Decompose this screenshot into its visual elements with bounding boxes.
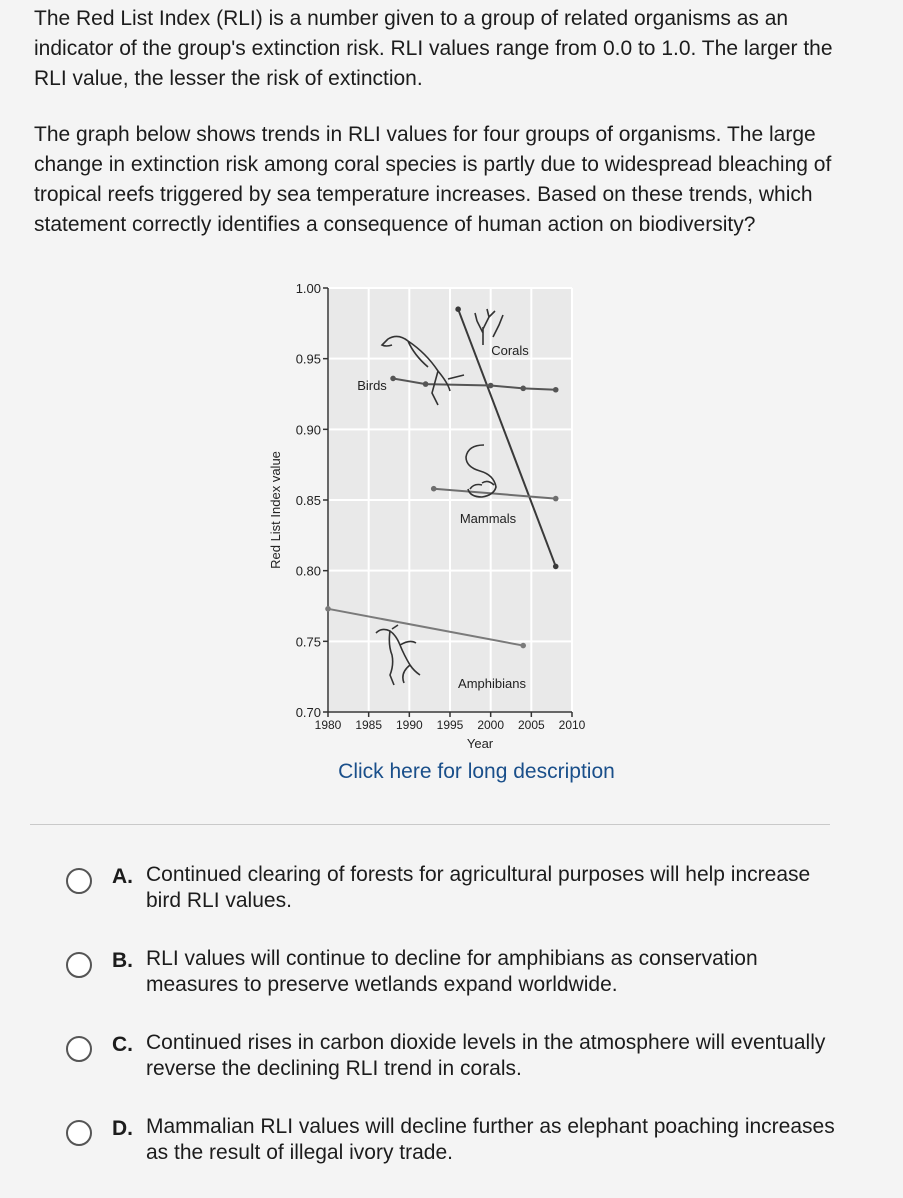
long-description-link[interactable]: Click here for long description [338, 760, 615, 783]
option-d[interactable] [66, 1114, 856, 1198]
option-letter: D. [112, 1117, 133, 1140]
amphibians-series-label: Amphibians [458, 676, 526, 691]
option-letter: A. [112, 865, 133, 888]
mammals-data-point [431, 486, 437, 492]
x-tick-label: 2010 [558, 718, 586, 732]
amphibians-data-point [325, 606, 331, 612]
birds-series-label: Birds [357, 378, 387, 393]
option-text: Continued clearing of forests for agricultural purposes will help increase bird RLI values. [146, 863, 811, 912]
x-axis-title: Year [466, 736, 494, 751]
birds-data-point [520, 386, 526, 392]
amphibians-data-point [520, 643, 526, 649]
option-c[interactable] [66, 1030, 856, 1114]
radio-button-c[interactable] [66, 1036, 92, 1062]
x-tick-label: 1980 [314, 718, 342, 732]
y-tick-label: 0.85 [295, 493, 321, 508]
option-letter: B. [112, 949, 133, 972]
radio-button-d[interactable] [66, 1120, 92, 1146]
x-tick-label: 1985 [355, 718, 383, 732]
option-b[interactable] [66, 946, 856, 1030]
option-a[interactable] [66, 862, 856, 946]
rli-line-chart [260, 275, 620, 765]
radio-button-a[interactable] [66, 868, 92, 894]
x-tick-label: 1990 [395, 718, 423, 732]
y-tick-label: 0.95 [295, 351, 321, 367]
divider [30, 824, 830, 825]
answer-options [66, 862, 856, 1198]
intro-paragraph-rli: The Red List Index (RLI) is a number given to a group of related organisms as an indicator of the group's extinction risk. RLI values range from 0.0 to 1.0. The larger the RLI value, the lesser the risk of extinction. [34, 7, 833, 90]
mammals-series-label: Mammals [459, 511, 517, 526]
y-tick-label: 1.00 [295, 281, 321, 296]
x-tick-label: 1995 [436, 718, 464, 732]
birds-data-point [553, 387, 559, 393]
option-letter: C. [112, 1033, 133, 1056]
y-tick-label: 0.80 [295, 563, 321, 579]
corals-series-label: Corals [491, 343, 529, 358]
radio-button-b[interactable] [66, 952, 92, 978]
y-axis-title: Red List Index value [268, 451, 283, 569]
birds-data-point [390, 376, 396, 382]
mammals-data-point [553, 496, 559, 502]
x-tick-label: 2005 [517, 718, 545, 732]
birds-data-point [488, 383, 494, 389]
option-text: Continued rises in carbon dioxide levels in the atmosphere will eventually reverse the declining RLI trend in corals. [146, 1031, 826, 1080]
y-tick-label: 0.75 [295, 634, 321, 650]
rli-chart [260, 275, 620, 765]
option-text: Mammalian RLI values will decline further as elephant poaching increases as the result of illegal ivory trade. [146, 1115, 835, 1164]
question-stem [34, 4, 864, 266]
corals-data-point [553, 564, 559, 570]
corals-data-point [455, 306, 461, 312]
birds-data-point [423, 381, 429, 387]
y-tick-label: 0.70 [295, 705, 321, 720]
x-tick-label: 2000 [477, 718, 505, 732]
y-tick-label: 0.90 [295, 422, 321, 438]
option-text: RLI values will continue to decline for amphibians as conservation measures to preserve wetlands expand worldwide. [146, 947, 758, 996]
intro-paragraph-question: The graph below shows trends in RLI values for four groups of organisms. The large change in extinction risk among coral species is partly due to widespread bleaching of tropical reefs triggered by sea temperature increases. Based on these trends, which statement correctly identifies a consequence of human action on biodiversity? [34, 123, 832, 236]
